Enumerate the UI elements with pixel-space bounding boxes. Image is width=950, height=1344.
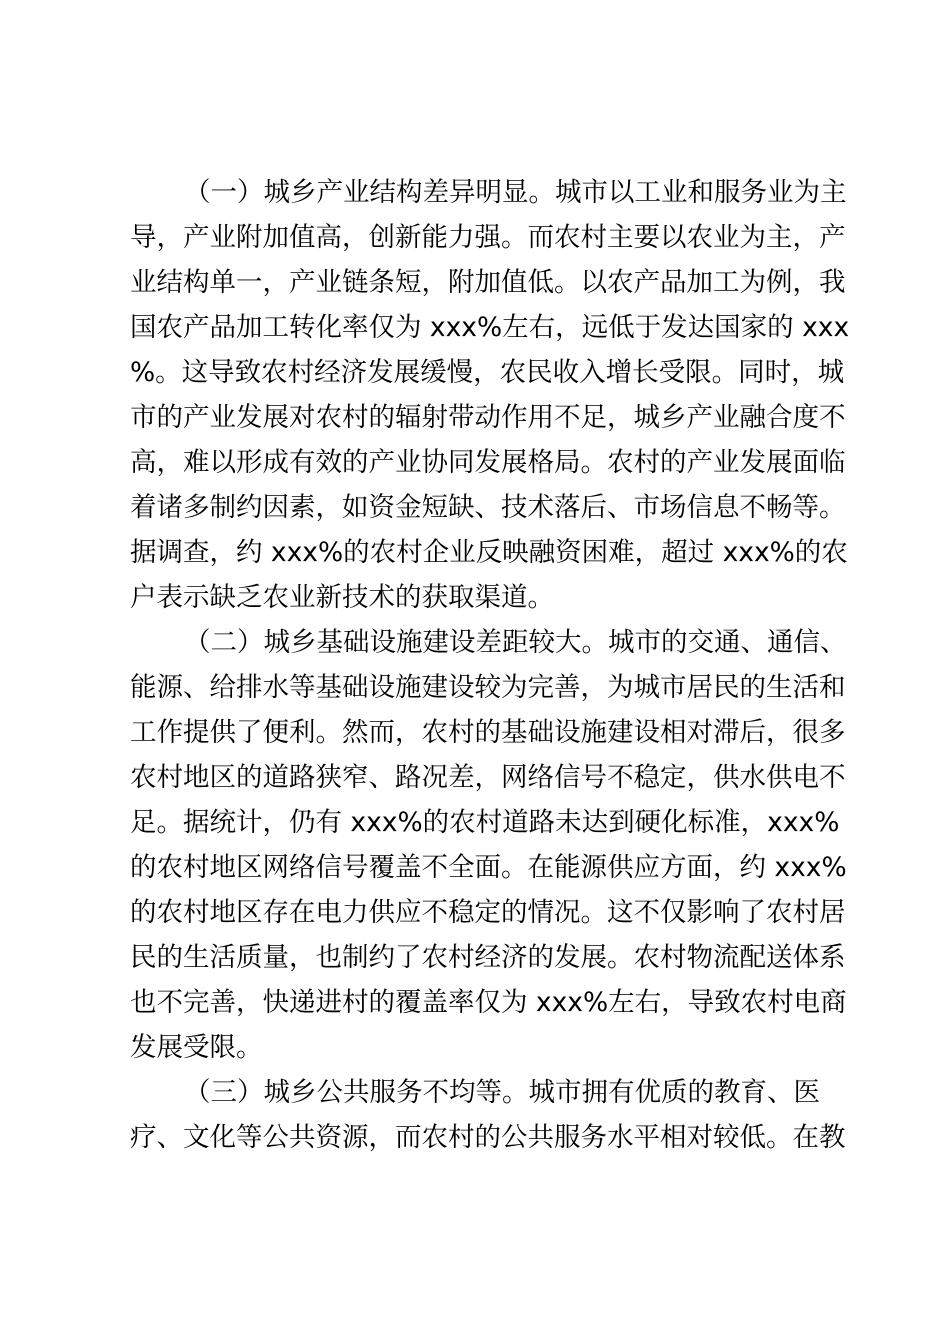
text-line: 发展受限。 xyxy=(130,1032,263,1063)
text-line: 高，难以形成有效的产业协同发展格局。农村的产业发展面临 xyxy=(130,447,846,478)
text-line: %。这导致农村经济发展缓慢，农民收入增长受限。同时，城 xyxy=(130,357,845,388)
text-line: 也不完善，快递进村的覆盖率仅为 xxx%左右，导致农村电商 xyxy=(130,987,847,1018)
text-line: 农村地区的道路狭窄、路况差，网络信号不稳定，供水供电不 xyxy=(130,762,846,793)
text-line: 的农村地区网络信号覆盖不全面。在能源供应方面，约 xxx% xyxy=(130,852,847,883)
text-line: 足。据统计，仍有 xxx%的农村道路未达到硬化标准，xxx% xyxy=(130,807,840,838)
text-line: 国农产品加工转化率仅为 xxx%左右，远低于发达国家的 xxx xyxy=(130,312,850,343)
text-line: 业结构单一，产业链条短，附加值低。以农产品加工为例，我 xyxy=(130,267,846,298)
document-body xyxy=(130,170,850,1160)
text-line: （三）城乡公共服务不均等。城市拥有优质的教育、医 xyxy=(184,1077,820,1108)
paragraph-1 xyxy=(130,170,850,620)
text-line: 疗、文化等公共资源，而农村的公共服务水平相对较低。在教 xyxy=(130,1122,846,1153)
text-line: 导，产业附加值高，创新能力强。而农村主要以农业为主，产 xyxy=(130,222,846,253)
text-line: （一）城乡产业结构差异明显。城市以工业和服务业为主 xyxy=(184,177,847,208)
text-line: 户表示缺乏农业新技术的获取渠道。 xyxy=(130,582,554,613)
text-line: 民的生活质量，也制约了农村经济的发展。农村物流配送体系 xyxy=(130,942,846,973)
text-line: 据调查，约 xxx%的农村企业反映融资困难，超过 xxx%的农 xyxy=(130,537,848,568)
text-line: 的农村地区存在电力供应不稳定的情况。这不仅影响了农村居 xyxy=(130,897,846,928)
text-line: 着诸多制约因素，如资金短缺、技术落后、市场信息不畅等。 xyxy=(130,492,846,523)
paragraph-2 xyxy=(130,620,847,1070)
paragraph-3 xyxy=(130,1070,846,1160)
text-line: 工作提供了便利。然而，农村的基础设施建设相对滞后，很多 xyxy=(130,717,846,748)
text-line: 市的产业发展对农村的辐射带动作用不足，城乡产业融合度不 xyxy=(130,402,846,433)
text-line: （二）城乡基础设施建设差距较大。城市的交通、通信、 xyxy=(184,627,847,658)
text-line: 能源、给排水等基础设施建设较为完善，为城市居民的生活和 xyxy=(130,672,846,703)
